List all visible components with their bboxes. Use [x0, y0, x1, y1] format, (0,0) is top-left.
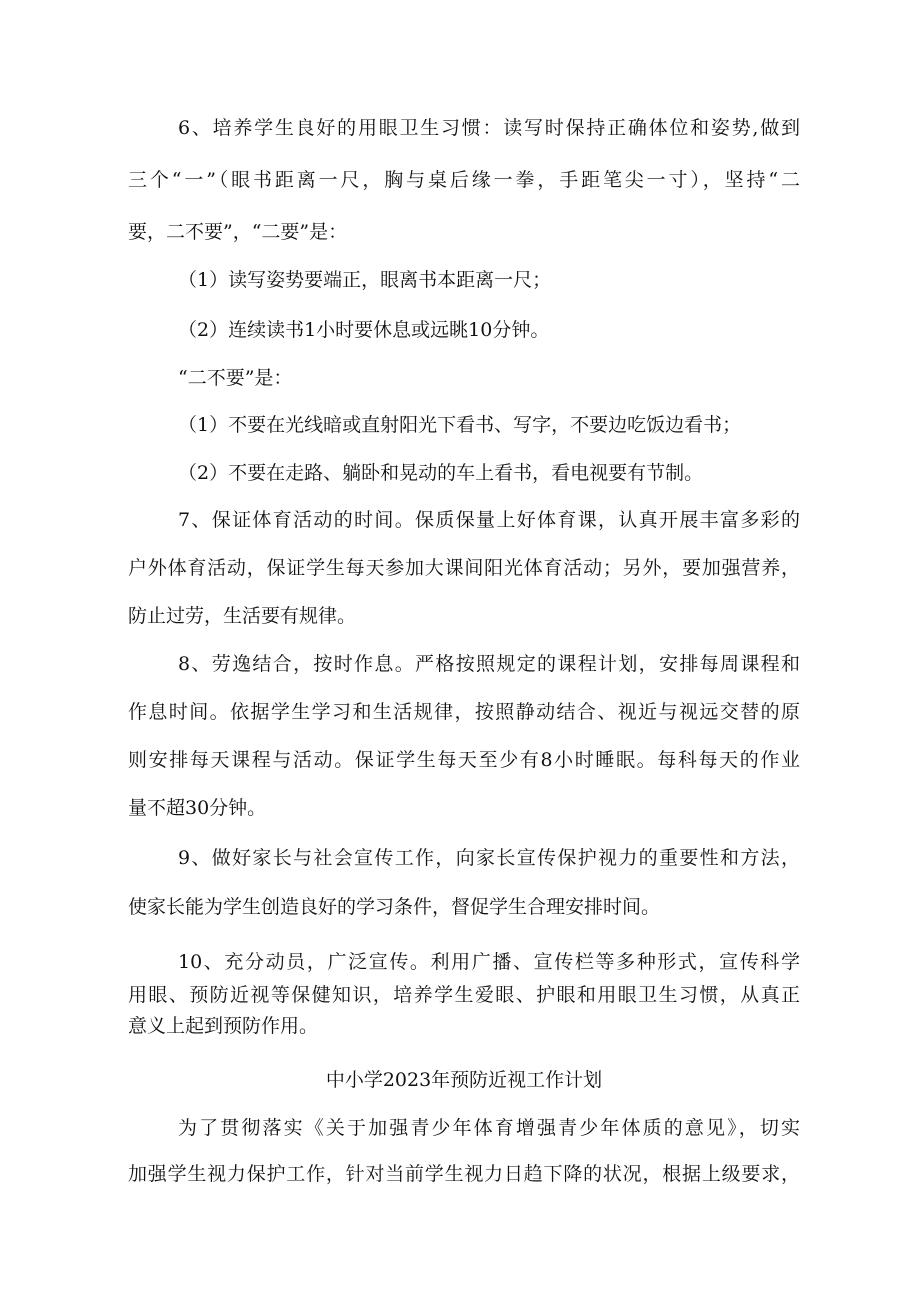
paragraph-6-line-2: 三个“一”（眼书距离一尺，胸与桌后缘一拳，手距笔尖一寸），坚持“二 — [128, 169, 800, 191]
paragraph-9-line-1: 9、做好家长与社会宣传工作，向家长宣传保护视力的重要性和方法， — [178, 847, 800, 869]
paragraph-7-line-3: 防止过劳，生活要有规律。 — [128, 605, 357, 627]
paragraph-7-line-1: 7、保证体育活动的时间。保质保量上好体育课，认真开展丰富多彩的 — [178, 509, 800, 531]
paragraph-8-line-4: 量不超30分钟。 — [128, 797, 267, 819]
paragraph-8-line-2: 作息时间。依据学生学习和生活规律，按照静动结合、视近与视远交替的原 — [128, 701, 800, 723]
two-donts-item-1: （1）不要在光线暗或直射阳光下看书、写字，不要边吃饭边看书； — [178, 414, 742, 436]
section-title: 中小学2023年预防近视工作计划 — [325, 1069, 603, 1091]
two-donts-item-2: （2）不要在走路、躺卧和晃动的车上看书，看电视要有节制。 — [178, 462, 704, 484]
two-donts-heading: “二不要”是： — [178, 367, 293, 389]
paragraph-7-line-2: 户外体育活动，保证学生每天参加大课间阳光体育活动；另外，要加强营养， — [128, 557, 800, 579]
paragraph-8-line-1: 8、劳逸结合，按时作息。严格按照规定的课程计划，安排每周课程和 — [178, 653, 800, 675]
intro-line-2: 加强学生视力保护工作，针对当前学生视力日趋下降的状况，根据上级要求， — [128, 1163, 800, 1185]
paragraph-8-line-3: 则安排每天课程与活动。保证学生每天至少有8小时睡眠。每科每天的作业 — [128, 749, 800, 771]
two-musts-item-2: （2）连续读书1小时要休息或远眺10分钟。 — [178, 319, 550, 341]
paragraph-10-line-2: 用眼、预防近视等保健知识，培养学生爱眼、护眼和用眼卫生习惯，从真正 — [128, 984, 800, 1006]
paragraph-10-line-3: 意义上起到预防作用。 — [128, 1015, 319, 1037]
paragraph-9-line-2: 使家长能为学生创造良好的学习条件，督促学生合理安排时间。 — [128, 896, 661, 918]
two-musts-item-1: （1）读写姿势要端正，眼离书本距离一尺； — [178, 269, 552, 291]
paragraph-6-line-3: 要，二不要”，“二要”是： — [128, 221, 348, 243]
intro-line-1: 为了贯彻落实《关于加强青少年体育增强青少年体质的意见》，切实 — [178, 1117, 800, 1139]
paragraph-6-line-1: 6、培养学生良好的用眼卫生习惯：读写时保持正确体位和姿势,做到 — [178, 117, 800, 139]
paragraph-10-line-1: 10、充分动员，广泛宣传。利用广播、宣传栏等多种形式，宣传科学 — [178, 951, 800, 973]
